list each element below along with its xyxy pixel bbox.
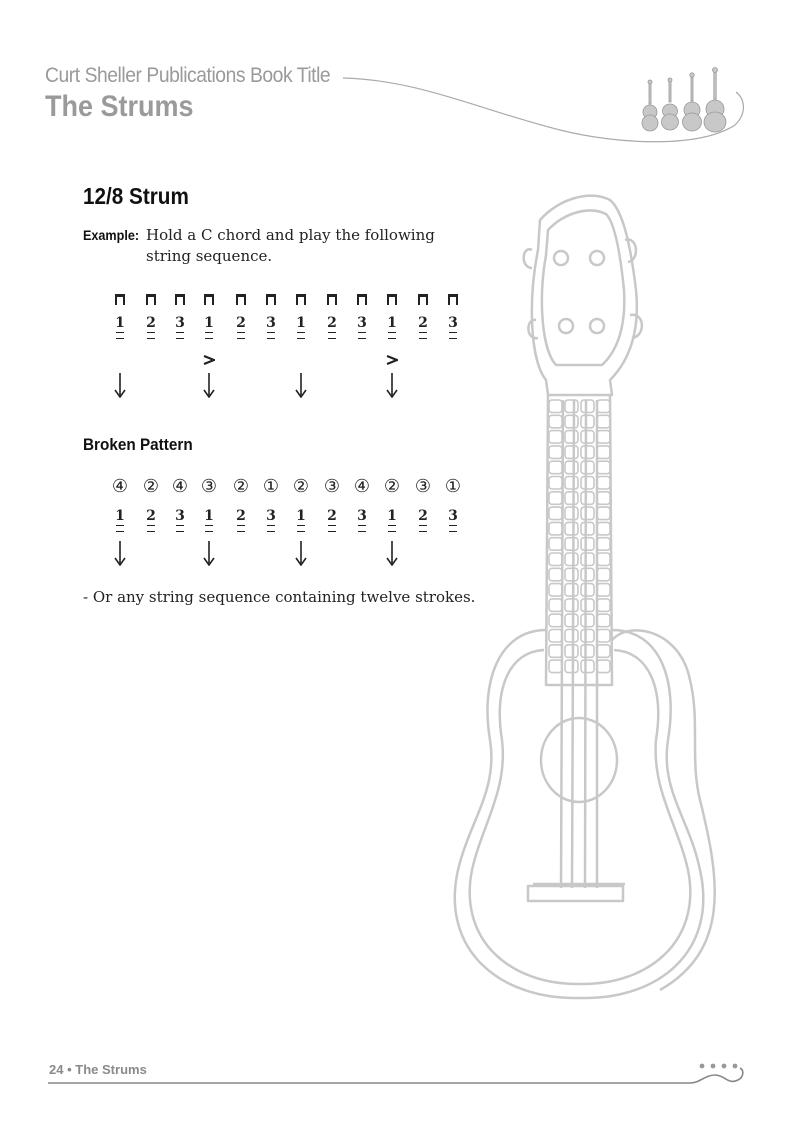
section-title: 12/8 Strum xyxy=(83,183,189,209)
beat-count-number: 2 xyxy=(418,315,428,331)
string-number: ④ xyxy=(171,476,189,497)
beat-count-number: 2 xyxy=(327,508,337,524)
string-number: ② xyxy=(292,476,310,497)
string-number: ① xyxy=(444,476,462,497)
beat-count-number: 2 xyxy=(236,508,246,524)
beat-count-number: 1 xyxy=(204,315,214,331)
example-text: Hold a C chord and play the following string sequence. xyxy=(146,226,435,265)
footer-separator: • xyxy=(67,1062,72,1077)
string-number: ① xyxy=(262,476,280,497)
beat-count-number: 3 xyxy=(175,315,185,331)
string-number: ② xyxy=(383,476,401,497)
string-number: ④ xyxy=(353,476,371,497)
beat-count-number: 1 xyxy=(387,508,397,524)
string-number: ③ xyxy=(414,476,432,497)
footer-chapter: The Strums xyxy=(75,1062,147,1077)
string-number: ② xyxy=(232,476,250,497)
beat-count-number: 3 xyxy=(448,508,458,524)
beat-count-number: 3 xyxy=(357,508,367,524)
book-title: Curt Sheller Publications Book Title xyxy=(45,64,331,87)
note-text: - Or any string sequence containing twelve strokes. xyxy=(83,588,476,606)
string-number: ③ xyxy=(323,476,341,497)
broken-pattern-title: Broken Pattern xyxy=(83,435,193,454)
beat-count-number: 2 xyxy=(146,508,156,524)
beat-count-number: 1 xyxy=(115,315,125,331)
beat-count-number: 1 xyxy=(387,315,397,331)
beat-count-number: 3 xyxy=(266,315,276,331)
beat-count-number: 2 xyxy=(146,315,156,331)
string-number: ④ xyxy=(111,476,129,497)
beat-count-number: 3 xyxy=(448,315,458,331)
string-number: ② xyxy=(142,476,160,497)
beat-count-number: 1 xyxy=(204,508,214,524)
page-number: 24 xyxy=(49,1062,64,1077)
beat-count-number: 2 xyxy=(418,508,428,524)
beat-count-number: 3 xyxy=(266,508,276,524)
beat-count-number: 1 xyxy=(296,315,306,331)
beat-count-number: 1 xyxy=(115,508,125,524)
beat-count-number: 3 xyxy=(175,508,185,524)
chapter-title: The Strums xyxy=(45,90,194,123)
string-number: ③ xyxy=(200,476,218,497)
beat-count-number: 2 xyxy=(236,315,246,331)
beat-count-number: 3 xyxy=(357,315,367,331)
beat-count-number: 1 xyxy=(296,508,306,524)
example-label: Example: xyxy=(83,227,140,243)
beat-count-number: 2 xyxy=(327,315,337,331)
